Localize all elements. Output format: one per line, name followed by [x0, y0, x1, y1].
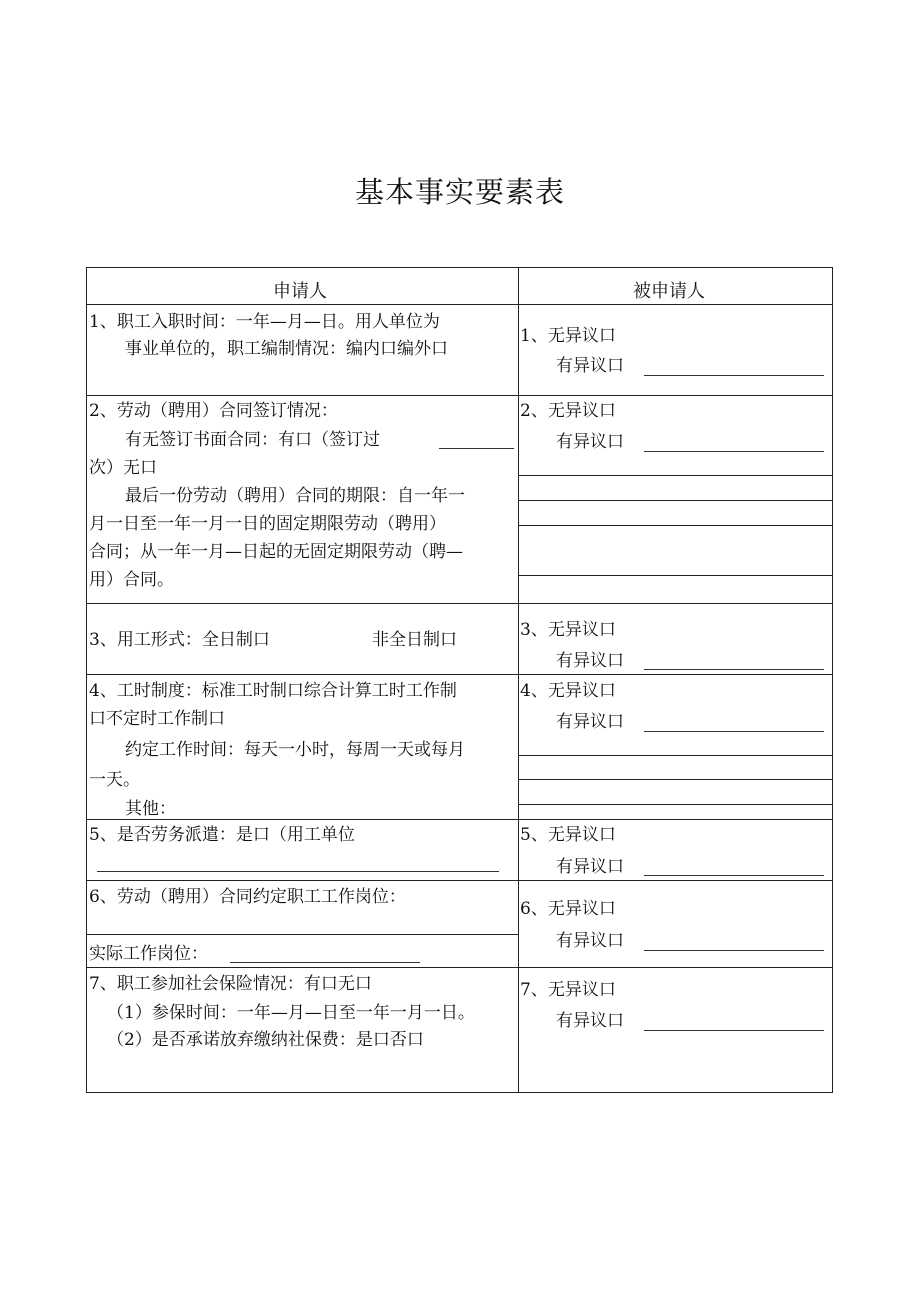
r6-objection-blank[interactable] — [644, 950, 824, 952]
row-divider — [87, 819, 832, 820]
r1-no-objection[interactable]: 1、无异议口 — [520, 326, 616, 346]
fact-elements-table — [86, 267, 833, 1093]
r4-no-objection[interactable]: 4、无异议口 — [520, 681, 616, 701]
item4-line5: 其他： — [125, 799, 176, 819]
item1-line2: 事业单位的，职工编制情况：编内口编外口 — [125, 339, 448, 359]
respondent-note-line[interactable] — [519, 779, 832, 780]
item5-line1: 5、是否劳务派遣：是口（用工单位 — [89, 825, 355, 845]
respondent-note-line[interactable] — [519, 525, 832, 526]
item2-line3: 次）无口 — [89, 458, 157, 478]
item3-label: 3、用工形式：全日制口 — [89, 630, 270, 650]
header-respondent: 被申请人 — [633, 281, 705, 302]
item7-line2: （1）参保时间：一年—月—日至一年一月一日。 — [107, 1003, 475, 1023]
r7-objection-blank[interactable] — [644, 1030, 824, 1032]
r1-objection-blank[interactable] — [644, 375, 824, 377]
item2-line2: 有无签订书面合同：有口（签订过 — [125, 430, 380, 450]
actual-post-blank[interactable] — [230, 962, 420, 964]
item4-line1: 4、工时制度：标准工时制口综合计算工时工作制 — [89, 681, 457, 701]
row-divider — [87, 674, 832, 675]
page-title: 基本事实要素表 — [354, 175, 565, 209]
row-divider — [87, 934, 518, 935]
item2-line5: 月一日至一年一月一日的固定期限劳动（聘用） — [89, 514, 446, 534]
r5-objection-blank[interactable] — [644, 875, 824, 877]
respondent-note-line[interactable] — [519, 804, 832, 805]
item2-line7: 用）合同。 — [89, 570, 174, 590]
r2-objection-blank[interactable] — [644, 451, 824, 453]
r6-objection[interactable]: 有异议口 — [556, 931, 624, 951]
item1-line1: 1、职工入职时间：一年—月—日。用人单位为 — [89, 312, 440, 332]
r7-no-objection[interactable]: 7、无异议口 — [520, 980, 616, 1000]
item2-line4: 最后一份劳动（聘用）合同的期限：自一年一 — [125, 486, 465, 506]
r4-objection[interactable]: 有异议口 — [556, 712, 624, 732]
r3-objection-blank[interactable] — [644, 669, 824, 671]
r5-objection[interactable]: 有异议口 — [556, 857, 624, 877]
row-divider — [87, 304, 832, 305]
r5-no-objection[interactable]: 5、无异议口 — [520, 825, 616, 845]
r7-objection[interactable]: 有异议口 — [556, 1011, 624, 1031]
item4-line2: 口不定时工作制口 — [89, 709, 225, 729]
item7-line1: 7、职工参加社会保险情况：有口无口 — [89, 974, 372, 994]
respondent-note-line[interactable] — [519, 575, 832, 576]
respondent-note-line[interactable] — [519, 755, 832, 756]
r3-objection[interactable]: 有异议口 — [556, 651, 624, 671]
row-divider — [87, 880, 832, 881]
r3-no-objection[interactable]: 3、无异议口 — [520, 620, 616, 640]
item2-line6: 合同；从一年一月—日起的无固定期限劳动（聘— — [89, 542, 463, 562]
item4-line4: 一天。 — [89, 770, 140, 790]
item7-line3: （2）是否承诺放弃缴纳社保费：是口否口 — [107, 1030, 424, 1050]
respondent-note-line[interactable] — [519, 475, 832, 476]
row-divider — [87, 395, 832, 396]
row-divider — [87, 967, 832, 968]
r1-objection[interactable]: 有异议口 — [556, 356, 624, 376]
header-applicant: 申请人 — [273, 281, 327, 302]
r4-objection-blank[interactable] — [644, 731, 824, 733]
item3-alt: 非全日制口 — [372, 630, 457, 650]
r6-no-objection[interactable]: 6、无异议口 — [520, 899, 616, 919]
r2-objection[interactable]: 有异议口 — [556, 432, 624, 452]
item2-line1: 2、劳动（聘用）合同签订情况： — [89, 401, 338, 421]
item6-line2: 实际工作岗位： — [89, 944, 208, 964]
column-divider — [518, 268, 519, 1092]
row-divider — [87, 603, 832, 604]
r2-no-objection[interactable]: 2、无异议口 — [520, 401, 616, 421]
respondent-note-line[interactable] — [519, 500, 832, 501]
employer-unit-blank[interactable] — [97, 871, 499, 873]
item6-line1: 6、劳动（聘用）合同约定职工工作岗位： — [89, 887, 406, 907]
item4-line3: 约定工作时间：每天一小时，每周一天或每月 — [125, 740, 465, 760]
contract-count-blank[interactable] — [439, 448, 514, 450]
